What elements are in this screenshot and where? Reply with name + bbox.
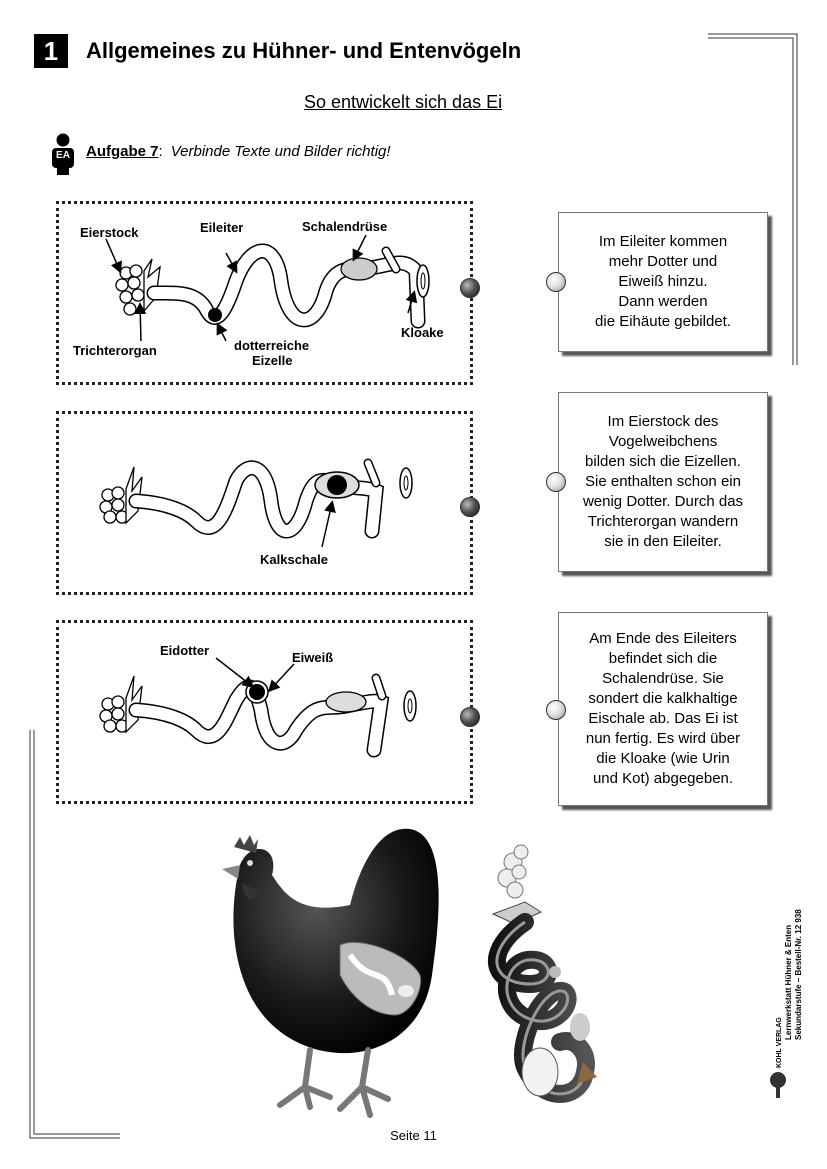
oviduct-diagram-3 [56, 620, 473, 804]
label-trichterorgan: Trichterorgan [73, 343, 157, 358]
text-card-3: Am Ende des Eileiters befindet sich die Schalendrüse. Sie sondert die kalkhaltige Eischale ab. Das Ei ist nun fertig. Es wird über die Kloake (wie Urin und Kot) abgegeben. [558, 612, 768, 806]
page-title: Allgemeines zu Hühner- und Entenvögeln [86, 38, 522, 63]
label-eidotter: Eidotter [160, 643, 210, 658]
label-eizelle: Eizelle [252, 353, 293, 368]
oviduct-illustration [485, 832, 605, 1107]
connector-dot-text-2[interactable] [546, 472, 566, 492]
chapter-number: 1 [34, 34, 68, 68]
sidebar-order-number: Sekundarstufe – Bestell-Nr. 12 938 [794, 909, 803, 1040]
task-label: Aufgabe 7 [86, 143, 159, 160]
label-kalkschale: Kalkschale [260, 552, 328, 567]
text-card-1: Im Eileiter kommen mehr Dotter und Eiweiß hinzu. Dann werden die Eihäute gebildet. [558, 212, 768, 352]
oviduct-diagram-2 [56, 411, 473, 595]
task-instruction: Verbinde Texte und Bilder richtig! [170, 143, 391, 160]
connector-dot-diagram-3[interactable] [460, 707, 480, 727]
label-kloake: Kloake [401, 325, 444, 340]
label-schalendruese: Schalendrüse [302, 219, 388, 234]
sidebar-imprint [784, 909, 804, 1040]
label-dotterreiche: dotterreiche [234, 338, 310, 353]
connector-dot-text-3[interactable] [546, 700, 566, 720]
hen-illustration [210, 825, 450, 1120]
page-subtitle: So entwickelt sich das Ei [304, 92, 503, 112]
connector-dot-text-1[interactable] [546, 272, 566, 292]
task-line: Aufgabe 7: Verbinde Texte und Bilder richtig! [86, 143, 391, 160]
label-eileiter: Eileiter [200, 220, 244, 235]
connector-dot-diagram-1[interactable] [460, 278, 480, 298]
connector-dot-diagram-2[interactable] [460, 497, 480, 517]
ea-badge: EA [56, 150, 70, 161]
tree-logo-icon [768, 1070, 788, 1100]
sidebar-title: Lernwerkstatt Hühner & Enten [784, 924, 793, 1040]
label-eierstock: Eierstock [80, 225, 139, 240]
publisher-logo: KOHL VERLAG [776, 1017, 783, 1068]
page-number: Seite 11 [390, 1128, 437, 1143]
label-eiweiss: Eiweiß [292, 650, 334, 665]
text-card-2: Im Eierstock des Vogelweibchens bilden sich die Eizellen. Sie enthalten schon ein wenig Dotter. Durch das Trichterorgan wandern sie in den Eileiter. [558, 392, 768, 572]
